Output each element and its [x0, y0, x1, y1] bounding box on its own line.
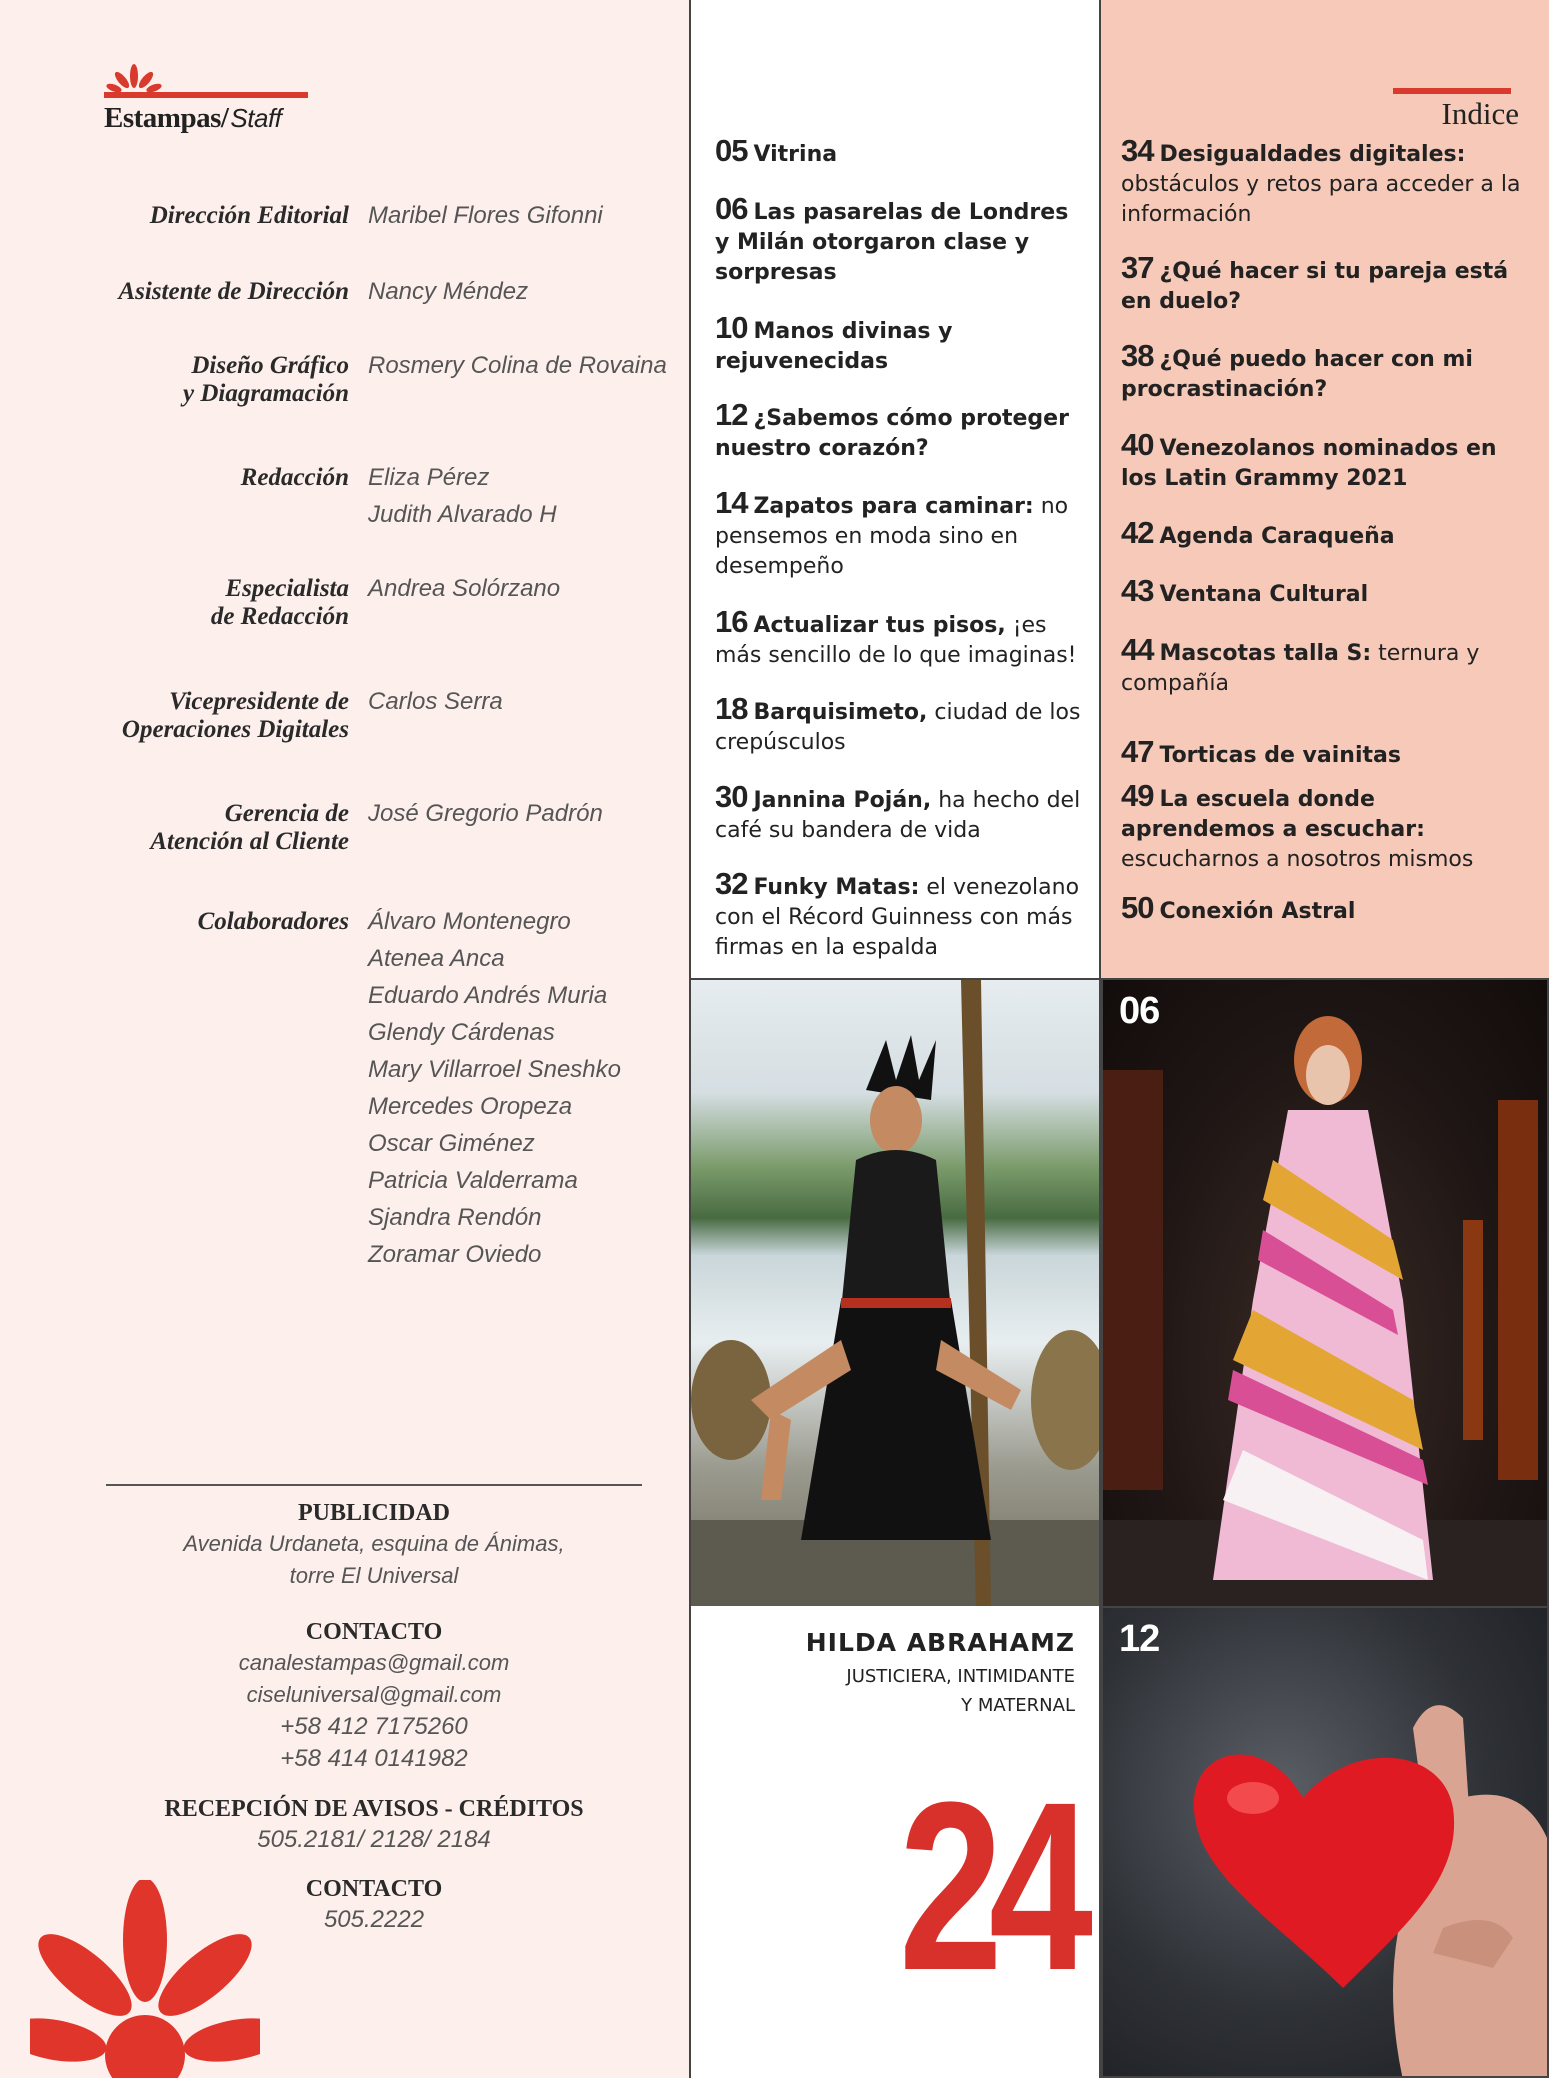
toc-entry[interactable]: [1121, 133, 1521, 230]
toc-entry[interactable]: [715, 191, 1085, 288]
toc-page-number: 47: [1121, 734, 1154, 769]
cover-story-block[interactable]: [689, 1606, 1101, 2078]
toc-page-number: 43: [1121, 573, 1154, 608]
staff-names: [368, 459, 557, 533]
toc-title: Vitrina: [753, 142, 838, 167]
contact-phone: +58 412 7175260: [280, 1713, 468, 1740]
toc-page-number: 16: [715, 604, 748, 639]
staff-name: Zoramar Oviedo: [368, 1241, 542, 1268]
contact-email: ciseluniversal@gmail.com: [246, 1682, 502, 1707]
staff-names: [368, 795, 603, 832]
toc-description: ¡es más sencillo de lo que imaginas!: [715, 613, 1077, 668]
staff-heading: Estampas/Staff: [104, 102, 282, 134]
toc-title: Ventana Cultural: [1159, 582, 1369, 607]
toc-title: Mascotas talla S:: [1159, 641, 1372, 666]
staff-role: Redacción: [240, 464, 349, 491]
runway-illustration: [1103, 980, 1549, 1608]
index-title: Indice: [1441, 96, 1519, 131]
heart-page-number: 12: [1119, 1618, 1160, 1660]
toc-page-number: 05: [715, 133, 748, 168]
toc-page-number: 34: [1121, 133, 1154, 168]
toc-page-number: 14: [715, 485, 748, 520]
decorative-flower-icon: [30, 1880, 260, 2078]
publicidad-line: torre El Universal: [289, 1563, 459, 1588]
contacto2-phone: 505.2222: [323, 1906, 425, 1933]
cover-subtitle-line: JUSTICIERA, INTIMIDANTE: [846, 1666, 1075, 1687]
staff-name: Rosmery Colina de Rovaina: [368, 352, 667, 379]
staff-names: [368, 570, 560, 607]
toc-entry[interactable]: [1121, 734, 1521, 771]
toc-description: ternura y compañía: [1121, 641, 1480, 696]
recepcion-heading: RECEPCIÓN DE AVISOS - CRÉDITOS: [164, 1796, 584, 1822]
staff-names: [368, 347, 667, 384]
toc-description: escucharnos a nosotros mismos: [1121, 847, 1474, 872]
toc-title: Manos divinas y rejuvenecidas: [715, 319, 953, 374]
toc-description: el venezolano con el Récord Guinness con más firmas en la espalda: [715, 875, 1080, 960]
heart-illustration: [1103, 1608, 1549, 2078]
photo-runway-model[interactable]: [1101, 978, 1549, 1608]
toc-entry[interactable]: [1121, 250, 1521, 317]
staff-name: Nancy Méndez: [368, 278, 529, 305]
staff-names: [368, 273, 528, 310]
toc-description: no pensemos en moda sino en desempeño: [715, 494, 1069, 579]
toc-title: ¿Sabemos cómo proteger nuestro corazón?: [715, 406, 1069, 461]
toc-entry[interactable]: [1121, 890, 1521, 927]
toc-entry[interactable]: [1121, 515, 1521, 552]
staff-name: Mercedes Oropeza: [368, 1093, 573, 1120]
cover-subtitle-line: Y MATERNAL: [961, 1695, 1075, 1716]
toc-entry[interactable]: [715, 779, 1085, 846]
cover-story-name: HILDA ABRAHAMZ: [805, 1628, 1075, 1657]
toc-entry[interactable]: [715, 310, 1085, 377]
toc-title: Las pasarelas de Londres y Milán otorgaron clase y sorpresas: [715, 200, 1069, 285]
staff-name: Mary Villarroel Sneshko: [368, 1056, 621, 1083]
publicidad-block: [106, 1498, 642, 1592]
toc-title: Funky Matas:: [753, 875, 920, 900]
staff-role: Asistente de Dirección: [118, 278, 349, 305]
woman-illustration: [691, 980, 1101, 1608]
toc-entry[interactable]: [715, 397, 1085, 464]
staff-role: Dirección Editorial: [149, 202, 349, 229]
staff-name: José Gregorio Padrón: [368, 800, 603, 827]
photo-hilda-abrahamz[interactable]: [689, 978, 1101, 1608]
staff-name: Álvaro Montenegro: [368, 908, 571, 935]
toc-entry[interactable]: [1121, 632, 1521, 699]
staff-role: Diseño Gráfico y Diagramación: [183, 352, 349, 407]
publicidad-heading: PUBLICIDAD: [297, 1500, 450, 1526]
toc-page-number: 50: [1121, 890, 1154, 925]
staff-role: Gerencia de Atención al Cliente: [150, 800, 349, 855]
toc-description: ha hecho del café su bandera de vida: [715, 788, 1081, 843]
toc-page-number: 40: [1121, 427, 1154, 462]
cover-story-subtitle: [846, 1662, 1075, 1720]
indice-accent-bar: [1393, 88, 1511, 94]
staff-name: Andrea Solórzano: [368, 575, 561, 602]
toc-title: Desigualdades digitales:: [1159, 142, 1466, 167]
toc-title: ¿Qué puedo hacer con mi procrastinación?: [1121, 347, 1473, 402]
toc-title: ¿Qué hacer si tu pareja está en duelo?: [1121, 259, 1509, 314]
contacto2-heading: CONTACTO: [305, 1876, 443, 1902]
staff-name: Carlos Serra: [368, 688, 503, 715]
toc-entry[interactable]: [1121, 573, 1521, 610]
staff-role: Vicepresidente de Operaciones Digitales: [121, 688, 349, 743]
staff-name: Patricia Valderrama: [368, 1167, 578, 1194]
toc-title: Jannina Poján,: [753, 788, 932, 813]
toc-entry[interactable]: [1121, 427, 1521, 494]
toc-page-number: 18: [715, 691, 748, 726]
toc-title: Torticas de vainitas: [1159, 743, 1401, 768]
staff-column: [0, 0, 689, 2078]
toc-entry[interactable]: [715, 133, 1085, 170]
index-column-left: [689, 0, 1101, 980]
staff-role: Colaboradores: [197, 908, 349, 935]
toc-page-number: 42: [1121, 515, 1154, 550]
contact-phone: +58 414 0141982: [280, 1745, 468, 1772]
recepcion-phone: 505.2181/ 2128/ 2184: [257, 1826, 491, 1853]
toc-title: Venezolanos nominados en los Latin Grammy 2021: [1121, 436, 1497, 491]
toc-entry[interactable]: [1121, 778, 1521, 875]
runway-page-number: 06: [1119, 990, 1160, 1032]
contact-divider: [106, 1484, 642, 1486]
toc-description: ciudad de los crepúsculos: [715, 700, 1081, 755]
staff-name: Judith Alvarado H: [368, 501, 557, 528]
contacto-heading: CONTACTO: [305, 1619, 443, 1645]
contact-email: canalestampas@gmail.com: [238, 1650, 510, 1675]
toc-page-number: 06: [715, 191, 748, 226]
toc-entry[interactable]: [715, 866, 1085, 963]
toc-title: Actualizar tus pisos,: [753, 613, 1006, 638]
staff-names: [368, 197, 603, 234]
staff-name: Atenea Anca: [368, 945, 505, 972]
logo-accent-bar: [164, 92, 308, 98]
toc-page-number: 49: [1121, 778, 1154, 813]
staff-name: Sjandra Rendón: [368, 1204, 542, 1231]
staff-name: Maribel Flores Gifonni: [368, 202, 603, 229]
staff-name: Eliza Pérez: [368, 464, 490, 491]
toc-page-number: 10: [715, 310, 748, 345]
toc-page-number: 44: [1121, 632, 1154, 667]
estampas-flower-icon: [104, 62, 164, 98]
toc-page-number: 38: [1121, 338, 1154, 373]
toc-entry[interactable]: [715, 604, 1085, 671]
recepcion-block: [106, 1794, 642, 1856]
staff-name: Glendy Cárdenas: [368, 1019, 555, 1046]
cover-page-number: 24: [898, 1752, 1079, 2020]
staff-name: Eduardo Andrés Muria: [368, 982, 608, 1009]
staff-names: [368, 683, 503, 720]
staff-name: Oscar Giménez: [368, 1130, 535, 1157]
toc-page-number: 32: [715, 866, 748, 901]
toc-page-number: 37: [1121, 250, 1154, 285]
publicidad-line: Avenida Urdaneta, esquina de Ánimas,: [183, 1531, 565, 1556]
estampas-logo: [104, 62, 304, 137]
toc-page-number: 12: [715, 397, 748, 432]
toc-entry[interactable]: [1121, 338, 1521, 405]
toc-title: La escuela donde aprendemos a escuchar:: [1121, 787, 1425, 842]
toc-description: obstáculos y retos para acceder a la información: [1121, 172, 1521, 227]
contacto-block: [106, 1617, 642, 1775]
photo-heart-hand[interactable]: [1101, 1606, 1549, 2078]
toc-title: Conexión Astral: [1159, 899, 1356, 924]
toc-entry[interactable]: [715, 691, 1085, 758]
toc-title: Barquisimeto,: [753, 700, 928, 725]
toc-entry[interactable]: [715, 485, 1085, 582]
toc-title: Agenda Caraqueña: [1159, 524, 1395, 549]
staff-role: Especialista de Redacción: [210, 575, 349, 630]
index-column-right: [1101, 0, 1549, 980]
toc-title: Zapatos para caminar:: [753, 494, 1034, 519]
toc-page-number: 30: [715, 779, 748, 814]
staff-names: [368, 903, 621, 1273]
